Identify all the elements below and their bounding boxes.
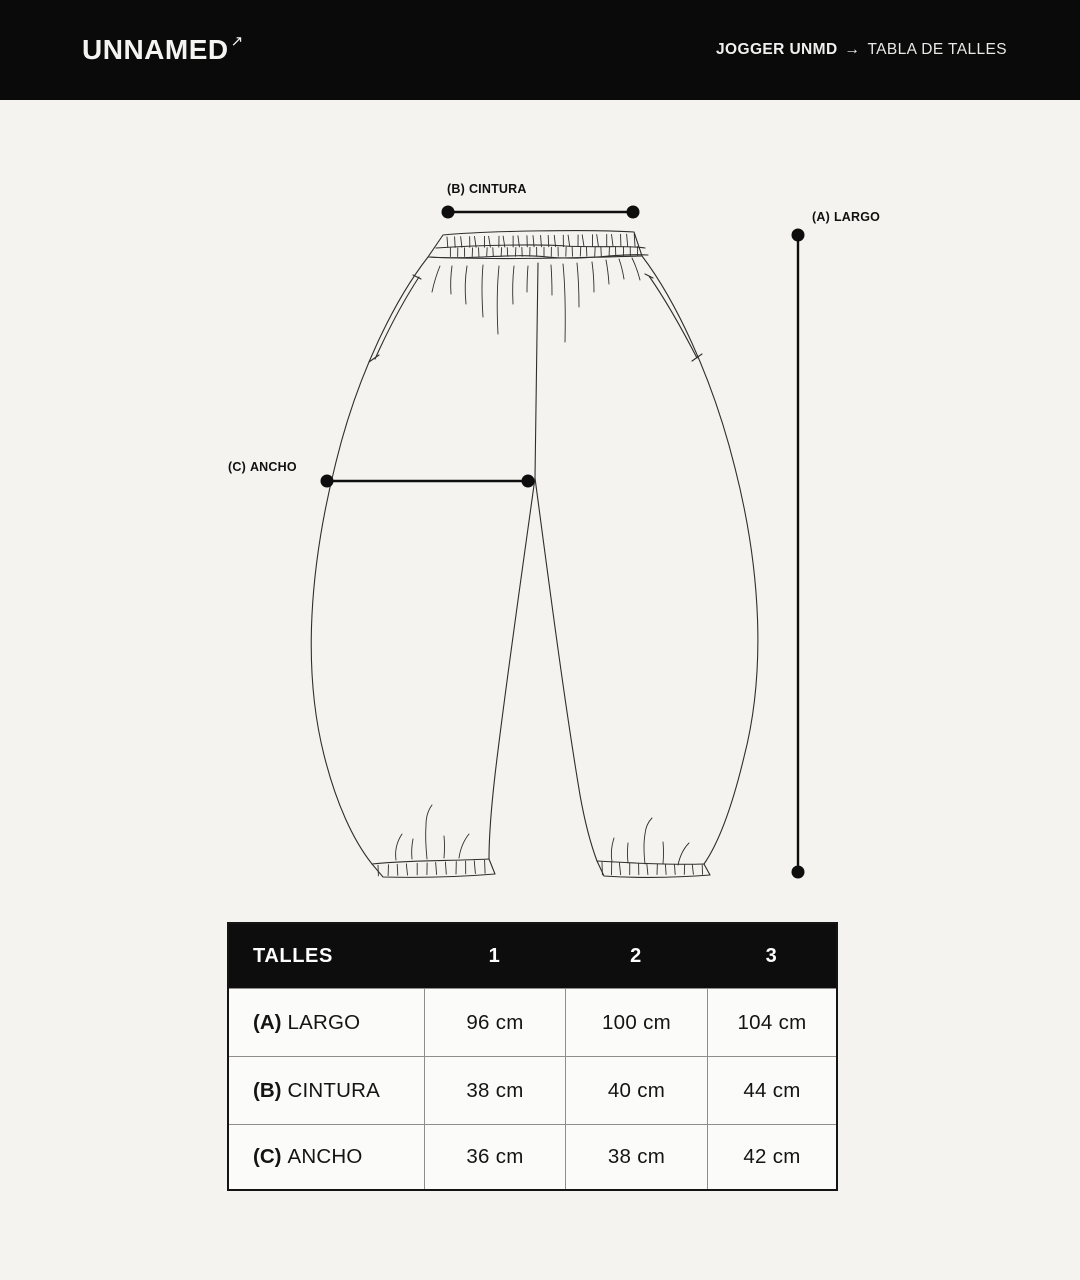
top-bar	[0, 0, 1080, 100]
cuff-wrinkles	[396, 805, 689, 865]
product-name: JOGGER UNMD	[716, 41, 838, 59]
largo-size1-value: 96 cm	[424, 988, 565, 1056]
size-col-1: 1	[424, 924, 565, 988]
largo-size3-value: 104 cm	[707, 988, 836, 1056]
row-ancho-label: (C) ANCHO	[229, 1124, 424, 1189]
northeast-arrow-icon: ↗	[230, 33, 244, 50]
cintura-size2-value: 40 cm	[565, 1056, 707, 1124]
largo-measure-line	[792, 229, 805, 879]
ancho-size3-value: 42 cm	[707, 1124, 836, 1189]
cintura-label: (B) CINTURA	[447, 182, 527, 196]
cintura-size3-value: 44 cm	[707, 1056, 836, 1124]
ancho-measure-line	[321, 475, 535, 488]
row-largo-label: (A) LARGO	[229, 988, 424, 1056]
ancho-label: (C) ANCHO	[228, 460, 297, 474]
right-outer-seam	[642, 256, 758, 864]
largo-label: (A) LARGO	[812, 210, 881, 224]
size-col-3: 3	[707, 924, 836, 988]
right-pocket-opening	[645, 274, 702, 361]
measure-dot	[522, 475, 535, 488]
center-front-seam	[535, 263, 538, 478]
diagram-area	[0, 100, 1080, 1280]
measure-dot	[442, 206, 455, 219]
left-inseam	[489, 478, 535, 859]
measure-dot	[627, 206, 640, 219]
size-table	[227, 922, 838, 1191]
ancho-size2-value: 38 cm	[565, 1124, 707, 1189]
waistband-line-1	[436, 245, 645, 248]
row-cintura-label: (B) CINTURA	[229, 1056, 424, 1124]
page-title: TABLA DE TALLES	[867, 41, 1007, 59]
brand-name: UNNAMED	[82, 34, 229, 65]
size-table-title: TALLES	[229, 924, 424, 988]
left-pocket-opening	[369, 275, 421, 362]
right-inseam	[535, 478, 597, 861]
breadcrumb	[716, 42, 1007, 58]
measure-dot	[321, 475, 334, 488]
measure-dot	[792, 229, 805, 242]
right-arrow-icon: →	[844, 41, 861, 59]
measure-dot	[792, 866, 805, 879]
ancho-size1-value: 36 cm	[424, 1124, 565, 1189]
cintura-size1-value: 38 cm	[424, 1056, 565, 1124]
brand-logo	[82, 33, 244, 65]
waist-wrinkles	[432, 258, 640, 342]
left-cuff	[372, 859, 495, 877]
left-outer-seam	[311, 257, 428, 864]
size-col-2: 2	[565, 924, 707, 988]
cintura-measure-line	[442, 206, 640, 219]
largo-size2-value: 100 cm	[565, 988, 707, 1056]
